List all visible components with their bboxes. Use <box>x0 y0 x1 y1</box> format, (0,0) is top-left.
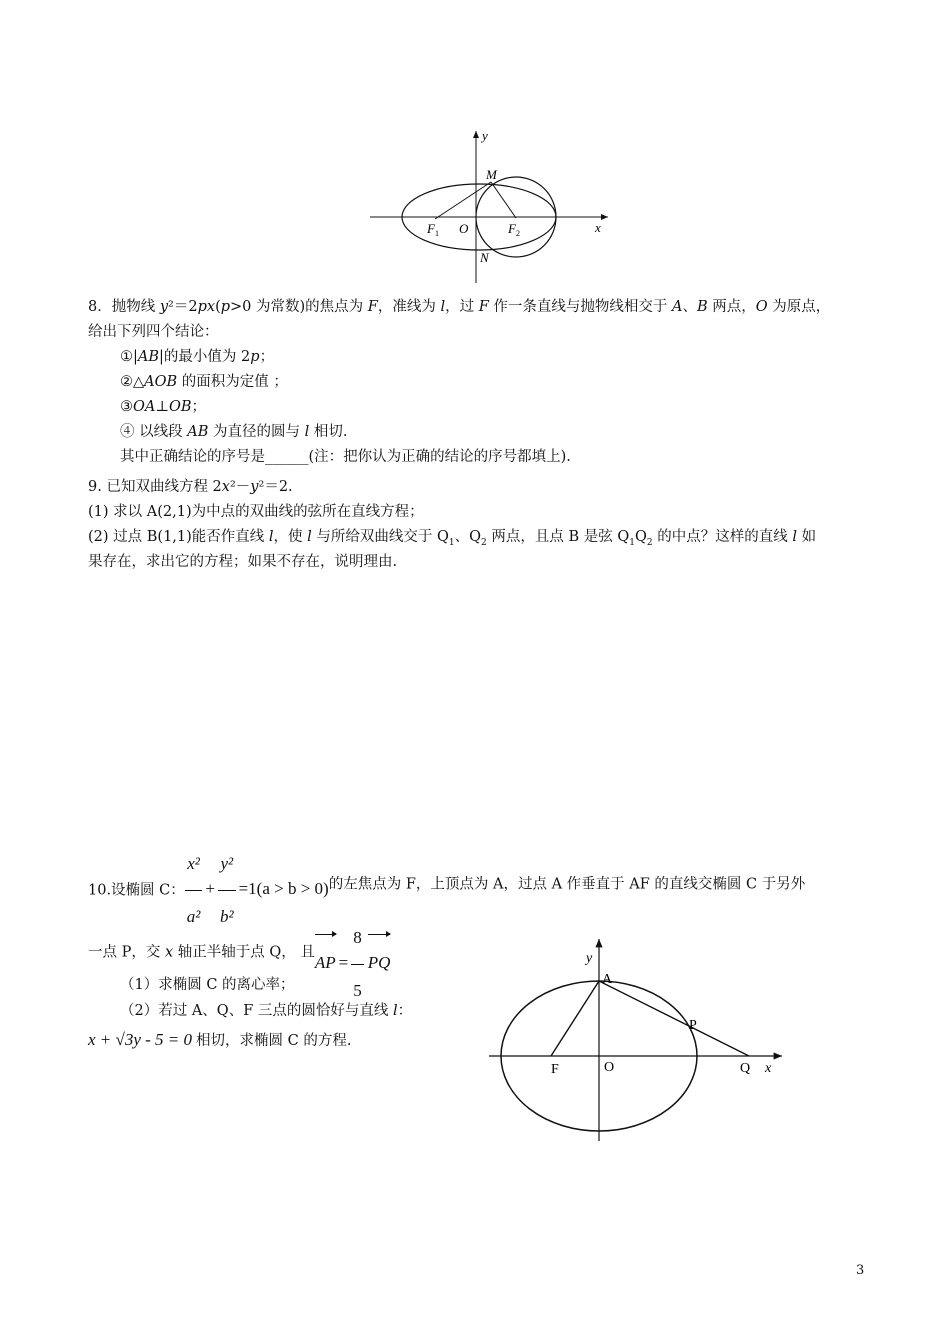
ellipse-equation: $\frac{\text{x²}}{\text{a²}}$ + $\frac{\text{y²}}{\text{b²}}$ =1(a > b > 0) <box>185 879 329 898</box>
q8-conclusion-4: ④ 以线段 AB 为直径的圆与 l 相切. <box>120 424 348 440</box>
label-q: Q <box>740 1061 751 1076</box>
q9-part2: (2) 过点 B(1,1)能否作直线 l，使 l 与所给双曲线交于 $Q_1$、$Q_2$ 两点，且点 B 是弦 $Q_1Q_2$ 的中点？这样的直线 l 如 <box>88 529 817 548</box>
q8-conclusion-1: ①|AB|的最小值为 2p； <box>120 349 275 365</box>
page-number: 3 <box>856 1263 865 1278</box>
label-o: O <box>459 221 469 236</box>
q8-conclusion-2: ②△AOB 的面积为定值 ； <box>120 374 288 390</box>
q10-part2-cont: x + √3y - 5 = 0 相切，求椭圆 C 的方程. <box>88 1030 352 1049</box>
q9-part1: (1) 求以 A(2,1)为中点的双曲线的弦所在直线方程； <box>88 504 424 520</box>
q10-line2: 一点 P，交 x 轴正半轴于点 Q， 且AP = $\frac{8}{5}$ PQ <box>88 912 390 964</box>
q8-line2: 给出下列四个结论： <box>88 324 219 340</box>
label-a: A <box>602 972 613 987</box>
label-f1: $F_1$ <box>427 221 439 238</box>
q9-line1: 9. 已知双曲线方程 2x²－y²＝2. <box>88 479 293 495</box>
q10-part1: （1）求椭圆 C 的离心率； <box>120 977 295 993</box>
q8-tail: 其中正确结论的序号是______(注：把你认为正确的结论的序号都填上). <box>120 449 571 465</box>
vector-equation: AP = $\frac{8}{5}$ PQ <box>315 953 391 972</box>
q9-part2-cont: 果存在，求出它的方程；如果不存在，说明理由. <box>88 554 398 570</box>
label-f2: $F_2$ <box>508 221 520 238</box>
q10-part2: （2）若过 A、Q、F 三点的圆恰好与直线 l： <box>120 1003 413 1019</box>
q8-conclusion-3: ③OA⊥OB； <box>120 399 207 415</box>
segment-f-a <box>551 981 599 1056</box>
segment-a-q <box>599 981 749 1056</box>
label-y: y <box>482 128 488 143</box>
label-o: O <box>604 1060 615 1075</box>
label-x: x <box>595 220 601 235</box>
q10-line1: 10.设椭圆 C： $\frac{\text{x²}}{\text{a²}}$ + $\frac{\text{y²}}{\text{b²}}$ =1(a > b > 0)的左焦点为 F，上顶点为 A，过点 A 作垂直于 AF 的直线交椭圆 C 于另外 <box>88 838 805 890</box>
label-p: P <box>689 1018 697 1033</box>
label-y: y <box>586 951 593 966</box>
label-f: F <box>551 1062 559 1077</box>
label-x: x <box>765 1061 772 1076</box>
label-m: M <box>486 167 497 182</box>
tangent-line-equation: x + √3y - 5 = 0 <box>88 1030 193 1049</box>
ellipse-apfq-figure <box>484 935 789 1145</box>
q8-line1: 8．抛物线 y²＝2px(p>0 为常数)的焦点为 F，准线为 l，过 F 作一条直线与抛物线相交于 A、B 两点，O 为原点， <box>88 299 831 315</box>
ellipse-circle-figure <box>365 125 620 287</box>
label-n: N <box>480 250 489 265</box>
